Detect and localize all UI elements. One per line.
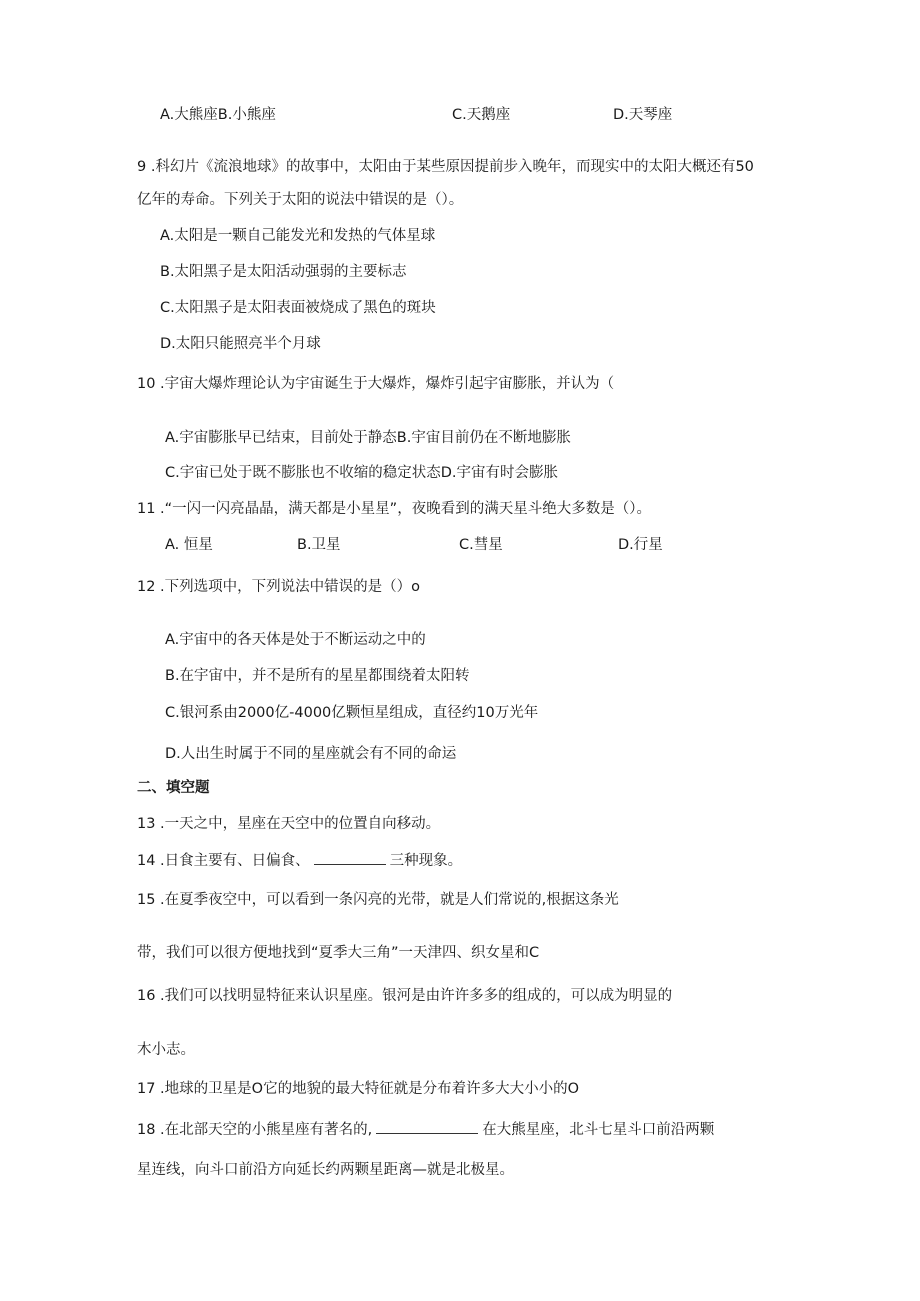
q11-option-c: C.彗星	[459, 537, 503, 553]
q16-stem-line1: 16 .我们可以找明显特征来认识星座。银河是由许许多多的组成的，可以成为明显的	[137, 988, 673, 1004]
q11-stem: 11 .“一闪一闪亮晶晶，满天都是小星星”，夜晚看到的满天星斗绝大多数是（）。	[137, 501, 651, 517]
q12-option-d: D.人出生时属于不同的星座就会有不同的命运	[165, 746, 457, 762]
q9-stem-line2: 亿年的寿命。下列关于太阳的说法中错误的是（）。	[137, 192, 464, 208]
q10-options-ab: A.宇宙膨胀早已结束，目前处于静态B.宇宙目前仍在不断地膨胀	[165, 430, 571, 446]
q15-stem-line1: 15 .在夏季夜空中，可以看到一条闪亮的光带，就是人们常说的,根据这条光	[137, 892, 619, 908]
q15-stem-line2: 带，我们可以很方便地找到“夏季大三角”一天津四、织女星和C	[137, 945, 540, 961]
q10-options-cd: C.宇宙已处于既不膨胀也不收缩的稳定状态D.宇宙有时会膨胀	[165, 465, 559, 481]
q14-text-before: 14 .日食主要有、日偏食、	[137, 853, 310, 869]
q12-stem: 12 .下列选项中，下列说法中错误的是（）o	[137, 579, 421, 595]
q8-option-ab: A.大熊座B.小熊座	[160, 107, 276, 123]
q14-answer-blank[interactable]	[314, 850, 386, 865]
q9-option-a: A.太阳是一颗自己能发光和发热的气体星球	[160, 228, 436, 244]
q11-option-b: B.卫星	[297, 537, 341, 553]
q12-option-c: C.银河系由2000亿-4000亿颗恒星组成，直径约10万光年	[165, 705, 539, 721]
q17-stem: 17 .地球的卫星是O它的地貌的最大特征就是分布着许多大大小小的O	[137, 1081, 579, 1097]
q8-option-d: D.天琴座	[613, 107, 673, 123]
q18-stem-line1	[137, 1119, 714, 1140]
q18-stem-line2: 星连线，向斗口前沿方向延长约两颗星距离—就是北极星。	[137, 1162, 514, 1178]
q14-text-after: 三种现象。	[389, 853, 463, 869]
q11-option-a: A. 恒星	[165, 537, 213, 553]
q9-option-d: D.太阳只能照亮半个月球	[160, 336, 321, 352]
q9-option-c: C.太阳黑子是太阳表面被烧成了黑色的斑块	[160, 300, 436, 316]
q18-text-after: 在大熊星座，北斗七星斗口前沿两颗	[482, 1122, 715, 1138]
q9-option-b: B.太阳黑子是太阳活动强弱的主要标志	[160, 264, 407, 280]
q10-stem: 10 .宇宙大爆炸理论认为宇宙诞生于大爆炸，爆炸引起宇宙膨胀，并认为（	[137, 376, 615, 392]
q12-option-b: B.在宇宙中，并不是所有的星星都围绕着太阳转	[165, 668, 470, 684]
q11-option-d: D.行星	[618, 537, 663, 553]
q14-stem	[137, 850, 462, 871]
q18-text-before: 18 .在北部天空的小熊星座有著名的,	[137, 1122, 373, 1138]
q13-stem: 13 .一天之中，星座在天空中的位置自向移动。	[137, 816, 441, 832]
q9-stem-line1: 9 .科幻片《流浪地球》的故事中，太阳由于某些原因提前步入晚年，而现实中的太阳大概还有50	[137, 159, 754, 175]
q18-answer-blank[interactable]	[376, 1119, 478, 1134]
q12-option-a: A.宇宙中的各天体是处于不断运动之中的	[165, 632, 426, 648]
q16-stem-line2: 木小志。	[137, 1042, 195, 1058]
q8-option-c: C.天鹅座	[452, 107, 511, 123]
section-title-fill-blank: 二、填空题	[137, 780, 210, 796]
